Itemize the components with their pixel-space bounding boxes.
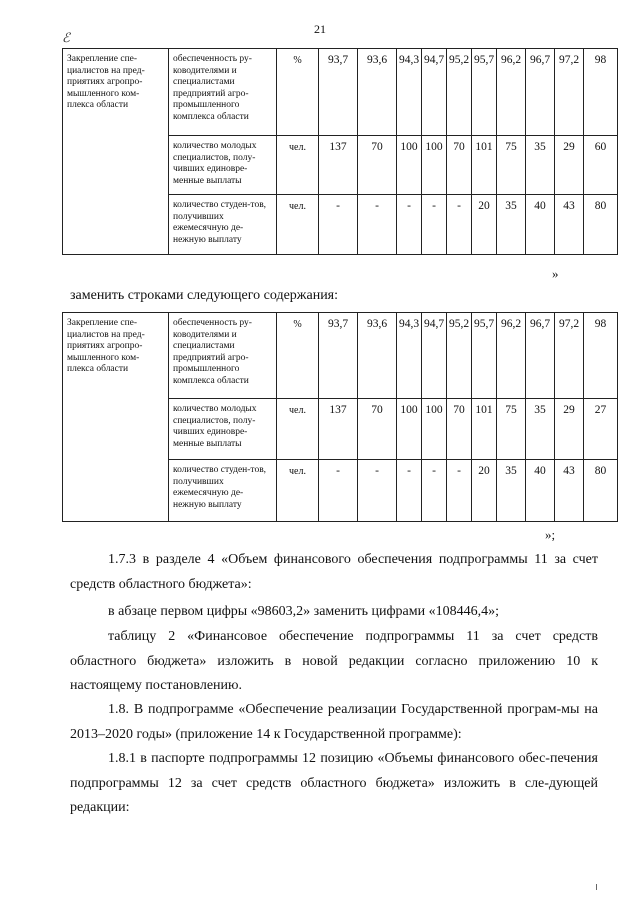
paragraph-replace-figures	[70, 600, 598, 625]
value-cell: -	[358, 460, 397, 522]
value-cell: 95,2	[447, 49, 472, 136]
value-cell: -	[422, 195, 447, 255]
value-cell: 96,2	[497, 49, 526, 136]
value-cell: -	[319, 460, 358, 522]
value-cell: 20	[472, 460, 497, 522]
value-cell: -	[447, 460, 472, 522]
value-cell: 101	[472, 136, 497, 195]
unit-cell: чел.	[277, 460, 319, 522]
value-cell: 70	[447, 399, 472, 460]
paragraph-table-2	[70, 625, 598, 699]
table-row	[63, 49, 618, 136]
value-cell: 93,6	[358, 49, 397, 136]
paragraph-text: 1.8. В подпрограмме «Обеспечение реализации Государственной програм-мы на 2013–2020 годы» (приложение 14 к Государственной программе):	[70, 702, 598, 742]
unit-cell: чел.	[277, 136, 319, 195]
value-cell: 43	[555, 195, 584, 255]
value-cell: 70	[358, 399, 397, 460]
value-cell: 96,7	[526, 49, 555, 136]
value-cell: 60	[584, 136, 618, 195]
value-cell: 35	[497, 460, 526, 522]
indicator-cell: количество студен-тов, получивших ежемесячную де-нежную выплату	[169, 195, 277, 255]
value-cell: 95,7	[472, 49, 497, 136]
value-cell: 94,3	[397, 313, 422, 399]
indicator-cell: количество молодых специалистов, полу-чивших единовре-менные выплаты	[169, 136, 277, 195]
indicator-table-before	[62, 48, 618, 255]
unit-cell: %	[277, 49, 319, 136]
value-cell: 94,7	[422, 313, 447, 399]
value-cell: 100	[422, 399, 447, 460]
value-cell: 98	[584, 313, 618, 399]
value-cell: 96,7	[526, 313, 555, 399]
value-cell: 70	[447, 136, 472, 195]
page-number: 21	[314, 22, 326, 36]
table-row	[63, 313, 618, 399]
indicator-cell: количество молодых специалистов, полу-чивших единовре-менные выплаты	[169, 399, 277, 460]
value-cell: -	[447, 195, 472, 255]
corner-mark: ℰ	[62, 30, 70, 45]
value-cell: 29	[555, 399, 584, 460]
value-cell: -	[397, 195, 422, 255]
value-cell: 137	[319, 136, 358, 195]
paragraph-text: 1.8.1 в паспорте подпрограммы 12 позицию «Объемы финансового обес-печения подпрограммы 12 за счет средств областного бюджета» изложить в сле-дующей редакции:	[70, 751, 598, 815]
indicator-cell: количество студен-тов, получивших ежемесячную де-нежную выплату	[169, 460, 277, 522]
indicator-table-after	[62, 312, 618, 522]
value-cell: 29	[555, 136, 584, 195]
paragraph-text: таблицу 2 «Финансовое обеспечение подпрограммы 11 за счет средств областного бюджета» изложить в новой редакции согласно приложению 10 к настоящему постановлению.	[70, 629, 598, 693]
unit-cell: %	[277, 313, 319, 399]
value-cell: 35	[497, 195, 526, 255]
closing-quote: »;	[545, 527, 556, 542]
value-cell: 100	[422, 136, 447, 195]
value-cell: 43	[555, 460, 584, 522]
value-cell: 97,2	[555, 313, 584, 399]
lead-line: заменить строками следующего содержания:	[70, 288, 339, 303]
value-cell: 101	[472, 399, 497, 460]
value-cell: 95,7	[472, 313, 497, 399]
value-cell: 96,2	[497, 313, 526, 399]
value-cell: -	[422, 460, 447, 522]
value-cell: 94,7	[422, 49, 447, 136]
paragraph-item-1-8	[70, 698, 598, 747]
value-cell: 20	[472, 195, 497, 255]
paragraph-item-1-8-1	[70, 747, 598, 821]
value-cell: 100	[397, 136, 422, 195]
value-cell: 100	[397, 399, 422, 460]
value-cell: 80	[584, 460, 618, 522]
value-cell: 70	[358, 136, 397, 195]
value-cell: -	[397, 460, 422, 522]
paragraph-text: в абзаце первом цифры «98603,2» заменить цифрами «108446,4»;	[108, 604, 499, 619]
value-cell: 40	[526, 195, 555, 255]
value-cell: 94,3	[397, 49, 422, 136]
paragraph-text: 1.7.3 в разделе 4 «Объем финансового обеспечения подпрограммы 11 за счет средств областного бюджета»:	[70, 552, 598, 592]
value-cell: 93,7	[319, 313, 358, 399]
closing-quote: »	[552, 266, 559, 281]
value-cell: -	[319, 195, 358, 255]
indicator-cell: обеспеченность ру-ководителями и специалистами предприятий агро-промышленного комплекса области	[169, 49, 277, 136]
value-cell: 93,7	[319, 49, 358, 136]
value-cell: 75	[497, 399, 526, 460]
group-cell: Закрепление спе-циалистов на пред-приятиях агропро-мышленного ком-плекса области	[63, 49, 169, 255]
value-cell: 40	[526, 460, 555, 522]
value-cell: 75	[497, 136, 526, 195]
value-cell: 98	[584, 49, 618, 136]
group-cell: Закрепление спе-циалистов на пред-приятиях агропро-мышленного ком-плекса области	[63, 313, 169, 522]
margin-tick-mark	[596, 884, 597, 890]
value-cell: 35	[526, 136, 555, 195]
value-cell: -	[358, 195, 397, 255]
unit-cell: чел.	[277, 195, 319, 255]
value-cell: 80	[584, 195, 618, 255]
paragraph-section-4	[70, 548, 598, 597]
value-cell: 93,6	[358, 313, 397, 399]
value-cell: 95,2	[447, 313, 472, 399]
value-cell: 35	[526, 399, 555, 460]
value-cell: 137	[319, 399, 358, 460]
value-cell: 97,2	[555, 49, 584, 136]
indicator-cell: обеспеченность ру-ководителями и специалистами предприятий агро-промышленного комплекса области	[169, 313, 277, 399]
unit-cell: чел.	[277, 399, 319, 460]
value-cell: 27	[584, 399, 618, 460]
